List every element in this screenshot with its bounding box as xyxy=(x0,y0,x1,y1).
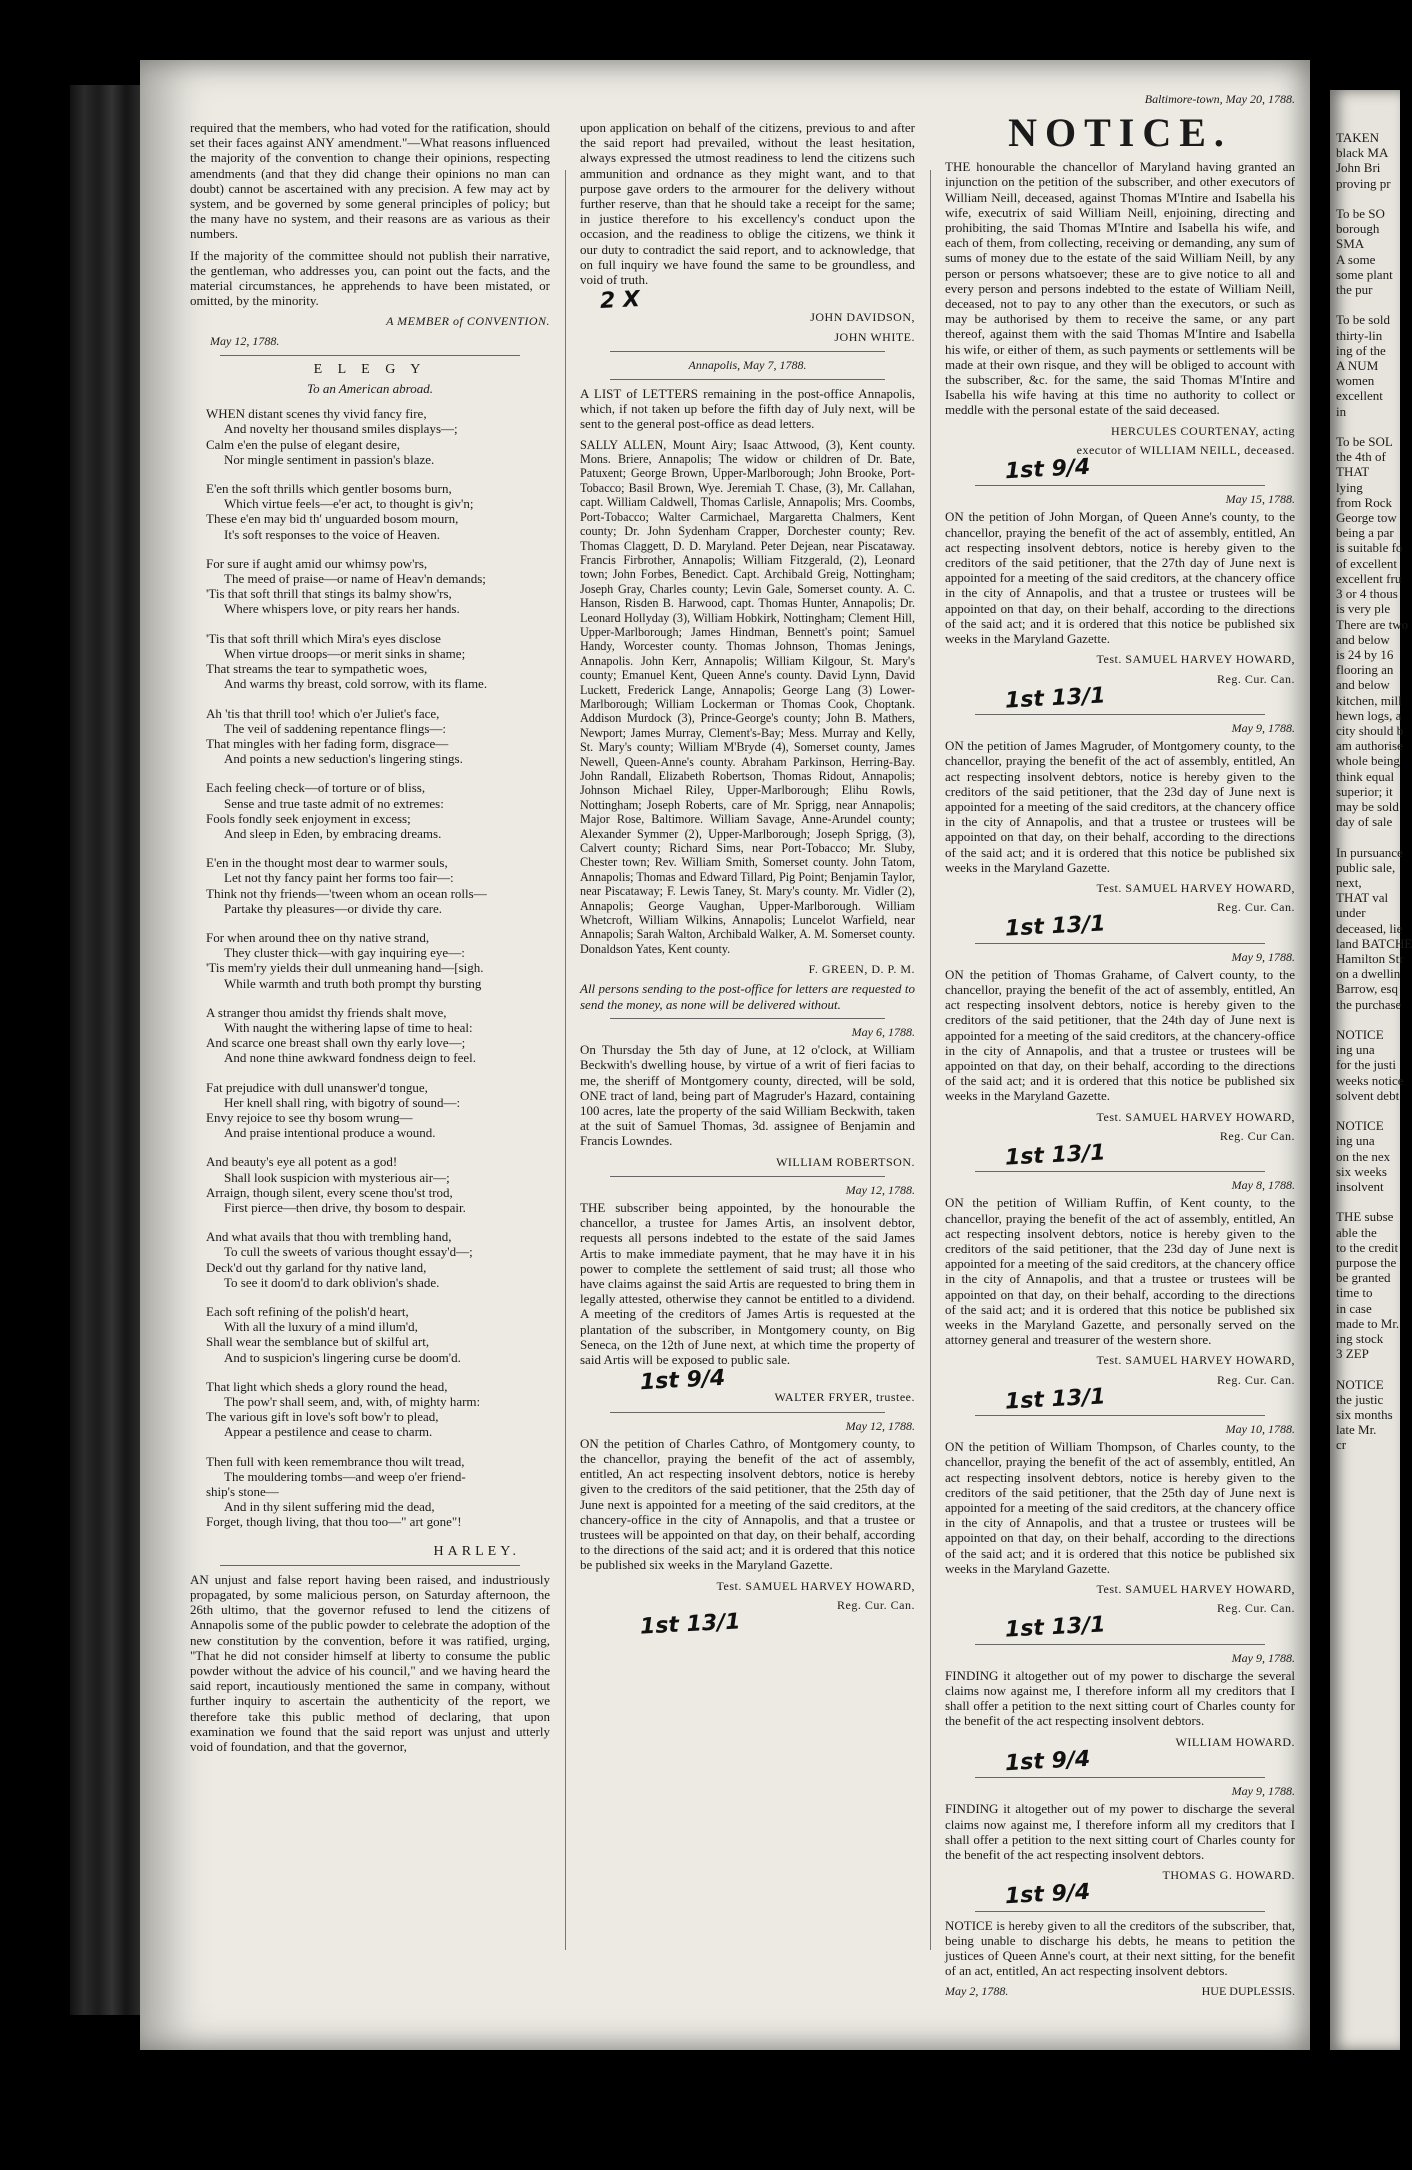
handwritten-mark: 1st 9/4 xyxy=(1004,454,1091,485)
elegy-signature: HARLEY. xyxy=(433,1543,520,1559)
elegy-stanza xyxy=(190,930,550,991)
elegy-stanza xyxy=(190,1080,550,1141)
next-page-line: under xyxy=(1336,905,1366,921)
poem-line: And in thy silent suffering mid the dead, xyxy=(224,1499,435,1515)
divider xyxy=(975,1777,1265,1778)
poem-line: Envy rejoice to see thy bosom wrung— xyxy=(206,1109,413,1125)
next-page-line: the 4th of xyxy=(1336,449,1386,465)
poem-line: A stranger thou amidst thy friends shalt move, xyxy=(206,1004,447,1020)
next-page-line: the pur xyxy=(1336,282,1373,298)
finding2-notice: FINDING it altogether out of my power to discharge the several claims now against me, I therefore inform all my creditors that I shall offer a petition to the next sitting court of Charles county for the benefit of the act respecting insolvent debtors. xyxy=(945,1801,1295,1862)
column-right xyxy=(945,90,1295,2000)
next-page-line: day of sale xyxy=(1336,814,1393,830)
thompson-date: May 10, 1788. xyxy=(1225,1422,1295,1437)
graham-date: May 9, 1788. xyxy=(1231,949,1295,964)
ruffin-notice: ON the petition of William Ruffin, of Kent county, to the chancellor, praying the benefit of the act of assembly, entitled, An act respecting insolvent debtors, notice is hereby given to the creditors of the said petitioner, that the 23d day of June next is appointed for a meeting of the said creditors, at the chancery office in the city of Annapolis, and that a trustee or trustees will be appointed on that day, on their behalf, according to the directions of the said act; and it is ordered that this notice be published six weeks in the Maryland Gazette, and personally served on the attorney general and treasurer of the western shore. xyxy=(945,1195,1295,1348)
next-page-line: black MA xyxy=(1336,145,1389,161)
next-page-line: in case xyxy=(1336,1300,1372,1316)
handwritten-mark: 1st 13/1 xyxy=(639,1609,742,1640)
poem-line: Ah 'tis that thrill too! which o'er Juliet's face, xyxy=(206,705,440,721)
poem-line: When virtue droops—or merit sinks in shame; xyxy=(224,645,466,661)
next-page-edge xyxy=(1330,90,1412,2050)
next-page-line: some plant xyxy=(1336,266,1393,282)
poem-line: And sleep in Eden, by embracing dreams. xyxy=(224,825,442,841)
next-page-line: THAT val xyxy=(1336,890,1389,906)
next-page-line: proving pr xyxy=(1336,175,1391,191)
post-office-intro: A LIST of LETTERS remaining in the post-office Annapolis, which, if not taken up before the fifth day of July next, will be sent to the general post-office as dead letters. xyxy=(580,386,915,432)
column-left xyxy=(190,120,550,1760)
divider xyxy=(975,943,1265,944)
thompson-signature-title: Reg. Cur. Can. xyxy=(1217,1601,1295,1616)
poem-line: Fat prejudice with dull unanswer'd tongue, xyxy=(206,1079,428,1095)
poem-line: Each soft refining of the polish'd heart, xyxy=(206,1304,409,1319)
elegy-stanzas xyxy=(190,406,550,1529)
cathro-notice: ON the petition of Charles Cathro, of Montgomery county, to the chancellor, praying the benefit of the act of assembly, entitled, An act respecting insolvent debtors, notice is hereby given to the creditors of the said petitioner, that the 25th day of June next is appointed for a meeting of the said creditors, at the chancery-office in the city of Annapolis, and that a trustee or trustees will be appointed on that day, on their behalf, according to the directions of the said act; and it is ordered that this notice be published six weeks in the Maryland Gazette. xyxy=(580,1435,915,1573)
poem-line: Deck'd out thy garland for thy native land, xyxy=(206,1259,427,1275)
next-page-line: TAKEN xyxy=(1336,130,1380,145)
elegy-stanza xyxy=(190,406,550,467)
poem-line: Each feeling check—of torture or of bliss, xyxy=(206,780,426,796)
elegy-stanza xyxy=(190,1379,550,1440)
divider xyxy=(975,1415,1265,1416)
divider xyxy=(610,379,885,380)
morgan-notice: ON the petition of John Morgan, of Queen Anne's county, to the chancellor, praying the benefit of the act of assembly, entitled, An act respecting insolvent debtors, notice is hereby given to the creditors of the said petitioner, that the 27th day of June next is appointed for a meeting of the said creditors, at the chancery office in the city of Annapolis, and that a trustee or trustees will be appointed on that day, on their behalf, according to the directions of the said act; and it is ordered that this notice be published six weeks in the Maryland Gazette. xyxy=(945,509,1295,647)
poem-line: Think not thy friends—'tween whom an ocean rolls— xyxy=(206,885,487,901)
next-page-line: think equal xyxy=(1336,768,1395,784)
poem-line: These e'en may bid th' unguarded bosom mourn, xyxy=(206,511,459,527)
next-page-line: weeks notice xyxy=(1336,1072,1404,1088)
ruffin-date: May 8, 1788. xyxy=(1231,1178,1295,1193)
next-page-line: NOTICE xyxy=(1336,1376,1384,1392)
handwritten-mark: 1st 9/4 xyxy=(639,1365,726,1396)
next-page-line: flooring an xyxy=(1336,662,1394,678)
next-page-line: excellent fru xyxy=(1336,570,1402,586)
letters-list: SALLY ALLEN, Mount Airy; Isaac Attwood, (3), Kent county. Mons. Briere, Annapolis; The widow or children of Dr. Bate, Patuxent; George Brown, Upper-Marlborough; John Brooke, Port-Tobacco; Basil Brown, Wye. Jeremiah T. Chase, (3), Mr. Callahan, capt. William Caldwell, Thomas Carlisle, Annapolis; Mrs. Coombs, Port-Tobacco; Walter Carmichael, Margaretta Chalmers, Kent county; Dr. John Sydenham Crapper, Dorchester county; Rev. Thomas Claggett, D. D. Maryland. Peter Dejean, near Piscataway. Francis Firbrother, Annapolis; William Fitzgerald, (2), Leonard town; John Forbes, Benedict. Capt. Archibald Greig, Nottingham; Joseph Gray, Charles county; Levin Gale, Somerset county. A. C. Hanson, Risden B. Harwood, capt. Thomas Hunter, Annapolis; Dr. Leonard Hollyday (3), William Hobkirk, Nottingham; Clement Hill, Upper-Marlborough; James Hindman, Bennett's point; Samuel Handy, Worcester county. Thomas Johnson, Thomas Jenings, Annapolis. John Kerr, Annapolis; William Kilgour, St. Mary's county; Emanuel Kent, Queen Anne's county. David Lynn, David Luckett, Frederick Lange, Annapolis; George Lang (3) Lower-Marlborough; William Lockerman or Thomas Cook, Choptank. Addison Murdock (3), Prince-George's county; John B. Mathers, Newport; James Murray, Clement's-Bay; Mess. Murray and Kelly, St. Mary's county; William M'Bryde (4), Somerset county, James Newell, Queen-Anne's county. Abraham Parkinson, Herring-Bay. John Randall, Elizabeth Robertson, Thomas Ridout, Annapolis; Johnson Michael Riley, Upper-Marlborough; Elihu Rowls, Nottingham; Joseph Roberts, care of Mr. Sprigg, near Annapolis; Major Rose, Baltimore. William Savage, Anne-Arundel county; Alexander Symmer (2), Upper-Marlborough; Joseph Sprigg, (3), Calvert county; Richard Sims, near Port-Tobacco; Mr. Sluby, Chester town; Rev. William Smith, Somerset county. John Tatom, Annapolis; Thomas and Edward Tillard, Pig Point; Benjamin Taylor, near Piscataway; F. Lewis Taney, St. Mary's county. Mr. Vidler (2), Annapolis; George Vaughan, Upper-Marlborough. William Whetcroft, William Wilkins, Annapolis; Luncelot Warfield, near Annapolis; Sarah Walton, Archibald Walker, A. M. Somerset county. Donaldson Yates, Kent county. xyxy=(580,437,915,956)
next-page-line: 3 or 4 thous xyxy=(1336,586,1398,602)
next-page-line: There are two xyxy=(1336,616,1409,632)
poem-line: WHEN distant scenes thy vivid fancy fire, xyxy=(206,406,427,422)
poem-line: For sure if aught amid our whimsy pow'rs, xyxy=(206,555,428,571)
elegy-stanza xyxy=(190,1304,550,1365)
handwritten-mark: 1st 9/4 xyxy=(1004,1746,1091,1777)
cathro-signature: Test. SAMUEL HARVEY HOWARD, xyxy=(716,1578,915,1593)
next-page-line xyxy=(1330,1194,1400,1209)
poem-line: Partake thy pleasures—or divide thy care. xyxy=(224,900,443,916)
poem-line: That mingles with her fading form, disgrace— xyxy=(206,735,449,751)
elegy-stanza xyxy=(190,1454,550,1530)
poem-line: The meed of praise—or name of Heav'n demands; xyxy=(224,571,486,587)
poem-line: Forget, though living, that thou too—" art gone"! xyxy=(206,1514,462,1530)
next-page-line: next, xyxy=(1336,874,1362,890)
next-page-line xyxy=(1330,1012,1400,1027)
poem-line: To cull the sweets of various thought essay'd—; xyxy=(224,1244,473,1260)
elegy-stanza xyxy=(190,780,550,841)
magruder-signature-title: Reg. Cur. Can. xyxy=(1217,900,1295,915)
divider xyxy=(975,1171,1265,1172)
next-page-line: THE subse xyxy=(1336,1209,1394,1225)
convention-intro-2: If the majority of the committee should not publish their narrative, the gentleman, who addresses you, can point out the facts, and the material circumstances, he apprehends to have been mistated, or omitted, by the minority. xyxy=(190,247,550,309)
cathro-date: May 12, 1788. xyxy=(845,1418,915,1433)
next-page-line: Hamilton Str xyxy=(1336,950,1404,966)
next-page-line: late Mr. xyxy=(1336,1422,1377,1438)
finding1-date: May 9, 1788. xyxy=(1231,1650,1295,1665)
poem-line: And warms thy breast, cold sorrow, with its flame. xyxy=(224,676,488,692)
neill-signature: HERCULES COURTENAY, acting xyxy=(1111,423,1295,438)
next-page-line: THAT xyxy=(1336,464,1370,480)
divider xyxy=(975,1911,1265,1912)
next-page-line: and below xyxy=(1336,677,1390,693)
poem-line: That streams the tear to sympathetic woes, xyxy=(206,661,428,677)
next-page-line: of excellent xyxy=(1336,555,1397,571)
poem-line: The various gift in love's soft bow'r to plead, xyxy=(206,1409,439,1425)
sale-date: May 6, 1788. xyxy=(851,1024,915,1039)
next-page-line: is suitable fo xyxy=(1336,540,1403,556)
next-page-line: John Bri xyxy=(1336,160,1381,176)
next-page-line: ing of the xyxy=(1336,342,1386,358)
elegy-stanza xyxy=(190,706,550,767)
convention-signature: A MEMBER of CONVENTION. xyxy=(386,314,550,329)
poem-line: Shall wear the semblance but of skilful art, xyxy=(206,1334,430,1350)
column-rule xyxy=(565,170,566,1950)
next-page-line: time to xyxy=(1336,1285,1373,1301)
neill-signature-2: executor of WILLIAM NEILL, deceased. xyxy=(1076,442,1295,457)
graham-notice: ON the petition of Thomas Grahame, of Calvert county, to the chancellor, praying the benefit of the act of assembly, entitled, An act respecting insolvent debtors, notice is hereby given to the creditors of the said petitioner, that the 24th day of June next is appointed for a meeting of the said creditors, at the chancery-office in the city of Annapolis, and that a trustee or trustees will be appointed on that day, on their behalf, according to the directions of the said act; and it is ordered that this notice be published six weeks in the Maryland Gazette. xyxy=(945,966,1295,1104)
next-page-line: kitchen, mill xyxy=(1336,692,1402,708)
convention-intro: required that the members, who had voted for the ratification, should set their faces against ANY amendment."—What reasons influenced the majority of the convention to change their opinions, respecting amendments (and that they did change their opinions no man can doubt) cannot be ascertained with any precision. A few may act by system, and be governed by some general principles of policy; but the many have no system, and their reasons are as various as their numbers. xyxy=(190,120,550,242)
next-page-line: the justic xyxy=(1336,1391,1384,1407)
poem-line: The mouldering tombs—and weep o'er friend- xyxy=(224,1468,466,1484)
next-page-line: made to Mr. xyxy=(1336,1315,1400,1331)
poem-line: Sense and true taste admit of no extremes: xyxy=(224,795,444,811)
finding2-signature: THOMAS G. HOWARD. xyxy=(1162,1868,1295,1883)
poem-line: Arraign, though silent, every scene thou'st trod, xyxy=(206,1184,453,1200)
next-page-line: for the justi xyxy=(1336,1057,1396,1073)
elegy-stanza xyxy=(190,556,550,617)
column-rule xyxy=(930,170,931,1950)
next-page-line: women xyxy=(1336,373,1375,389)
handwritten-mark: 1st 13/1 xyxy=(1004,1612,1107,1644)
convention-date: May 12, 1788. xyxy=(210,333,280,348)
powder-report-cont: upon application on behalf of the citizens, previous to and after the said report had prevailed, without the least hesitation, always expressed the utmost readiness to lend the citizens such ammunition and ordnance as they might want, and to that purpose gave orders to the armourer for the delivery without further reserve, than that he should take a receipt for the same; in justice therefore to his excellency's conduct upon the occasion, and the readiness to oblige the citizens, we think it our duty to contradict the said report, and to acknowledge, that on full inquiry we have found the same to be groundless, and void of truth. xyxy=(580,120,915,288)
handwritten-mark: 1st 13/1 xyxy=(1004,1384,1107,1415)
next-page-line: being a par xyxy=(1336,525,1394,541)
divider xyxy=(610,1176,885,1177)
poem-line: Shall look suspicion with mysterious air—; xyxy=(224,1169,450,1185)
poem-line: It's soft responses to the voice of Heaven. xyxy=(224,526,441,542)
elegy-title: E L E G Y xyxy=(313,361,427,377)
poem-line: To see it doom'd to dark oblivion's shade. xyxy=(224,1274,440,1290)
book-edge xyxy=(70,85,140,2015)
poem-line: And beauty's eye all potent as a god! xyxy=(206,1154,398,1170)
duplessis-notice: NOTICE is hereby given to all the creditors of the subscriber, that, being unable to discharge his debts, he means to petition the justices of Queen Anne's court, at their next sitting, for the benefit of an act, entitled, An act respecting insolvent debtors. xyxy=(945,1917,1295,1979)
next-page-line: and below xyxy=(1336,631,1390,647)
magruder-signature: Test. SAMUEL HARVEY HOWARD, xyxy=(1096,880,1295,895)
next-page-line: A NUM xyxy=(1336,358,1379,374)
next-page-line: is very ple xyxy=(1336,601,1391,617)
page-gutter xyxy=(1312,60,1330,2050)
sale-signature: WILLIAM ROBERTSON. xyxy=(776,1154,915,1169)
cathro-signature-title: Reg. Cur. Can. xyxy=(837,1597,915,1612)
next-page-line: six months xyxy=(1336,1407,1393,1423)
poem-line: E'en in the thought most dear to warmer souls, xyxy=(206,855,448,871)
next-page-line: ing una xyxy=(1336,1133,1375,1149)
next-page-line: Barrow, esq xyxy=(1336,981,1398,997)
poem-line: And to suspicion's lingering curse be doom'd. xyxy=(224,1349,461,1365)
poem-line: They cluster thick—with gay inquiring eye—: xyxy=(224,945,465,961)
divider xyxy=(610,1018,885,1019)
elegy-stanza xyxy=(190,1229,550,1290)
ruffin-signature: Test. SAMUEL HARVEY HOWARD, xyxy=(1096,1353,1295,1368)
ruffin-signature-title: Reg. Cur. Can. xyxy=(1217,1372,1295,1387)
elegy-stanza xyxy=(190,855,550,916)
finding1-signature: WILLIAM HOWARD. xyxy=(1175,1734,1295,1749)
next-page-line: to the credit xyxy=(1336,1239,1399,1255)
next-page-line: cr xyxy=(1336,1437,1347,1453)
next-page-line: lying xyxy=(1336,479,1363,495)
next-page-line: am authorise xyxy=(1336,738,1403,754)
poem-line: For when around thee on thy native strand, xyxy=(206,929,430,945)
poem-line: Her knell shall ring, with bigotry of sound—: xyxy=(224,1094,461,1110)
next-page-line: superior; it xyxy=(1336,783,1393,799)
next-page-line: from Rock xyxy=(1336,494,1392,510)
artis-date: May 12, 1788. xyxy=(845,1182,915,1197)
poem-line: Which virtue feels—e'er act, to thought is giv'n; xyxy=(224,496,474,512)
poem-line: 'Tis that soft thrill which Mira's eyes disclose xyxy=(206,630,441,646)
artis-notice: THE subscriber being appointed, by the honourable the chancellor, a trustee for James Artis, an insolvent debtor, requests all persons indebted to the estate of the said James Artis to make immediate payment, that he may have it in his power to complete the settlement of said trust; all those who have claims against the said Artis are requested to bring them in legally attested, otherwise they cannot be entitled to a dividend. A meeting of the creditors of James Artis is requested at the plantation of the subscriber, in Montgomery county, on Big Seneca, on the 12th of June next, at which time the property of said Artis will be exposed to public sale. xyxy=(580,1199,915,1367)
divider xyxy=(610,1412,885,1413)
elegy-stanza xyxy=(190,481,550,542)
elegy-subtitle: To an American abroad. xyxy=(307,381,433,397)
powder-report: AN unjust and false report having been raised, and industriously propagated, by some malicious person, on Saturday afternoon, the 26th ultimo, that the governor refused to lend the citizens of Annapolis some of the public powder to celebrate the adoption of the new constitution by the convention, before it was ratified, urging, "That he did not consider himself at liberty to consume the public powder without the advice of his council," and we having heard the said report, incautiously mentioned the same in company, without further inquiry to ascertain the authenticity of the report, we therefore take this public method of declaring, that upon examination we found that the said report was unjust and utterly void of foundation, and that the governor, xyxy=(190,1571,550,1755)
poem-line: 'Tis mem'ry yields their dull unmeaning hand—[sigh. xyxy=(206,960,484,976)
handwritten-mark: 1st 9/4 xyxy=(1004,1880,1091,1910)
next-page-line: is 24 by 16 xyxy=(1336,646,1394,662)
notice-heading: NOTICE. xyxy=(1008,110,1232,156)
handwritten-mark: 2 X xyxy=(599,287,641,315)
finding2-date: May 9, 1788. xyxy=(1231,1784,1295,1799)
poem-line: The pow'r shall seem, and, with, of mighty harm: xyxy=(224,1394,481,1410)
magruder-notice: ON the petition of James Magruder, of Montgomery county, to the chancellor, praying the benefit of the act of assembly, entitled, An act respecting insolvent debtors, notice is hereby given to the creditors of the said petitioner, that the 23d day of June next is appointed for a meeting of the said creditors, at the chancery office in the city of Annapolis, and that a trustee or trustees will be appointed on that day, on their behalf, according to the directions of the said act; and it is ordered that this notice be published six weeks in the Maryland Gazette. xyxy=(945,738,1295,875)
next-page-line xyxy=(1330,297,1400,312)
divider xyxy=(220,355,520,356)
elegy-stanza xyxy=(190,1005,550,1066)
elegy-stanza xyxy=(190,1154,550,1215)
next-page-line: George tow xyxy=(1336,510,1397,526)
next-page-line xyxy=(1330,829,1400,844)
poem-line: Let not thy fancy paint her forms too fair—: xyxy=(224,870,454,886)
next-page-line: on the nex xyxy=(1336,1148,1391,1164)
next-page-line: the purchase xyxy=(1336,996,1402,1012)
poem-line: Then full with keen remembrance thou wilt tread, xyxy=(206,1453,465,1469)
next-page-line: purpose the xyxy=(1336,1255,1397,1271)
poem-line: And novelty her thousand smiles displays—; xyxy=(224,421,458,437)
poem-line: And what avails that thou with trembling hand, xyxy=(206,1229,452,1245)
poem-line: And praise intentional produce a wound. xyxy=(224,1125,436,1141)
next-page-line xyxy=(1330,419,1400,434)
next-page-line: ing una xyxy=(1336,1042,1375,1058)
thompson-notice: ON the petition of William Thompson, of Charles county, to the chancellor, praying the benefit of the act of assembly, entitled, An act respecting insolvent debtors, notice is hereby given to the creditors of the said petitioner, that the 25th day of June next is appointed for a meeting of the said creditors, at the chancery office in the city of Annapolis, and that a trustee or trustees will be appointed on that day, on their behalf, according to the directions of the said act; and it is ordered that this notice be published six weeks in the Maryland Gazette. xyxy=(945,1439,1295,1576)
next-page-line: hewn logs, a xyxy=(1336,707,1402,723)
next-page-line xyxy=(1330,191,1400,206)
next-page-line: To be SOL xyxy=(1336,434,1393,450)
next-page-line: SMA xyxy=(1336,236,1365,252)
next-page-line: insolvent xyxy=(1336,1179,1384,1195)
divider xyxy=(975,1644,1265,1645)
morgan-date: May 15, 1788. xyxy=(1225,492,1295,507)
graham-signature: Test. SAMUEL HARVEY HOWARD, xyxy=(1096,1109,1295,1124)
next-page-line: To be SO xyxy=(1336,206,1385,222)
signature-davidson: JOHN DAVIDSON, xyxy=(810,310,915,325)
poem-line: While warmth and truth both prompt thy bursting xyxy=(224,975,482,991)
divider xyxy=(610,351,885,352)
next-page-line: able the xyxy=(1336,1224,1377,1240)
next-page-line: excellent xyxy=(1336,388,1383,404)
divider xyxy=(975,485,1265,486)
next-page-line xyxy=(1330,1361,1400,1376)
poem-line: ship's stone— xyxy=(206,1484,279,1500)
poem-line: That light which sheds a glory round the head, xyxy=(206,1378,448,1394)
signature-white: JOHN WHITE. xyxy=(834,329,915,344)
poem-line: With naught the withering lapse of time to heal: xyxy=(224,1019,473,1035)
poem-line: With all the luxury of a mind illum'd, xyxy=(224,1319,418,1335)
next-page-line: may be sold xyxy=(1336,798,1399,814)
next-page-line: NOTICE xyxy=(1336,1118,1384,1134)
post-office-signature: F. GREEN, D. P. M. xyxy=(808,962,915,977)
sale-notice: On Thursday the 5th day of June, at 12 o'clock, at William Beckwith's dwelling house, by virtue of a writ of fieri facias to me, the sheriff of Montgomery county, directed, will be sold, ONE tract of land, being part of Magruder's Hazard, containing 100 acres, late the property of the said William Beckwith, taken at the suit of Samuel Thomas, 3d. assignee of Benjamin and Francis Lowndes. xyxy=(580,1042,915,1149)
poem-line: Fools fondly seek enjoyment in excess; xyxy=(206,810,411,826)
next-page-line: six weeks xyxy=(1336,1163,1387,1179)
divider xyxy=(975,714,1265,715)
morgan-signature: Test. SAMUEL HARVEY HOWARD, xyxy=(1096,652,1295,667)
poem-line: Appear a pestilence and cease to charm. xyxy=(224,1424,433,1440)
morgan-signature-title: Reg. Cur. Can. xyxy=(1217,671,1295,686)
finding1-notice: FINDING it altogether out of my power to discharge the several claims now against me, I therefore inform all my creditors that I shall offer a petition to the next sitting court of Charles county for the benefit of the act respecting insolvent debtors. xyxy=(945,1667,1295,1729)
poem-line: E'en the soft thrills which gentler bosoms burn, xyxy=(206,481,452,497)
next-page-line: ing stock xyxy=(1336,1331,1384,1347)
handwritten-mark: 1st 13/1 xyxy=(1004,911,1107,942)
next-page-line: on a dwellin xyxy=(1336,966,1401,982)
post-office-note: All persons sending to the post-office for letters are requested to send the money, as none will be delivered without. xyxy=(580,981,915,1012)
poem-line: Where whispers love, or pity rears her hands. xyxy=(224,601,460,617)
artis-signature: WALTER FRYER, trustee. xyxy=(774,1390,915,1405)
poem-line: Calm e'en the pulse of elegant desire, xyxy=(206,436,401,452)
duplessis-date: May 2, 1788. xyxy=(945,1984,1009,1999)
thompson-signature: Test. SAMUEL HARVEY HOWARD, xyxy=(1096,1582,1295,1597)
next-page-text xyxy=(1330,90,1412,1453)
poem-line: And none thine awkward fondness deign to feel. xyxy=(224,1050,476,1066)
next-page-line: 3 ZEP xyxy=(1336,1346,1369,1362)
poem-line: First pierce—then drive, thy bosom to despair. xyxy=(224,1199,466,1215)
poem-line: Nor mingle sentiment in passion's blaze. xyxy=(224,451,435,467)
newspaper-page xyxy=(140,60,1310,2050)
next-page-line: In pursuance xyxy=(1336,844,1403,860)
next-page-line: in xyxy=(1336,403,1347,419)
next-page-line: public sale, xyxy=(1336,859,1396,875)
next-page-line: solvent debt xyxy=(1336,1087,1400,1103)
next-page-line: land BATCHE xyxy=(1336,935,1412,951)
post-office-date: Annapolis, May 7, 1788. xyxy=(688,357,807,372)
handwritten-mark: 1st 13/1 xyxy=(1004,1140,1107,1171)
poem-line: The veil of saddening repentance flings—: xyxy=(224,720,447,736)
next-page-line: To be sold xyxy=(1336,312,1390,328)
poem-line: And scarce one breast shall own thy early love—; xyxy=(206,1035,466,1051)
neill-notice: THE honourable the chancellor of Maryland having granted an injunction on the petition of the subscriber, and other executors of William Neill, deceased, against Thomas M'Intire and Isabella his wife, executrix of said William Neill, enjoining, directing and prohibiting, the said Thomas M'Intire and Isabella his wife, and each of them, from collecting, receiving or demanding, any sum of sums of money due to the estate of the said William Neill, by any person or persons whatsoever; these are to give notice to all and every person and persons indebted to the estate of William Neill, deceased, not to pay to any other than the executors, or such as may be authorised by them to receive the same, or any part thereof, against them with the said Thomas M'Intire and Isabella his wife, or either of them, as such payments or settlements will be made at their own risque, and they will be obliged to account with the subscriber, &c. for the same, the said Thomas M'Intire and Isabella his wife having at this time no authority to collect or meddle with the personal estate of the said deceased. xyxy=(945,159,1295,418)
next-page-line: deceased, lie xyxy=(1336,920,1403,936)
duplessis-signature: HUE DUPLESSIS. xyxy=(1201,1984,1295,1999)
next-page-line: NOTICE xyxy=(1336,1026,1384,1042)
graham-signature-title: Reg. Cur Can. xyxy=(1219,1128,1295,1143)
divider xyxy=(220,1565,520,1566)
next-page-line: city should b xyxy=(1336,722,1404,738)
next-page-line: borough xyxy=(1336,221,1380,237)
column-middle xyxy=(580,120,915,1640)
poem-line: 'Tis that soft thrill that stings its balmy show'rs, xyxy=(206,586,452,602)
elegy-stanza xyxy=(190,631,550,692)
handwritten-mark: 1st 13/1 xyxy=(1004,683,1107,714)
next-page-line: whole being xyxy=(1336,753,1400,769)
poem-line: And points a new seduction's lingering stings. xyxy=(224,751,463,767)
next-page-line: A some xyxy=(1336,251,1376,267)
next-page-line: thirty-lin xyxy=(1336,327,1383,343)
magruder-date: May 9, 1788. xyxy=(1231,720,1295,735)
next-page-line: be granted xyxy=(1336,1270,1391,1286)
next-page-line xyxy=(1330,1103,1400,1118)
notice-date: Baltimore-town, May 20, 1788. xyxy=(1144,92,1295,106)
